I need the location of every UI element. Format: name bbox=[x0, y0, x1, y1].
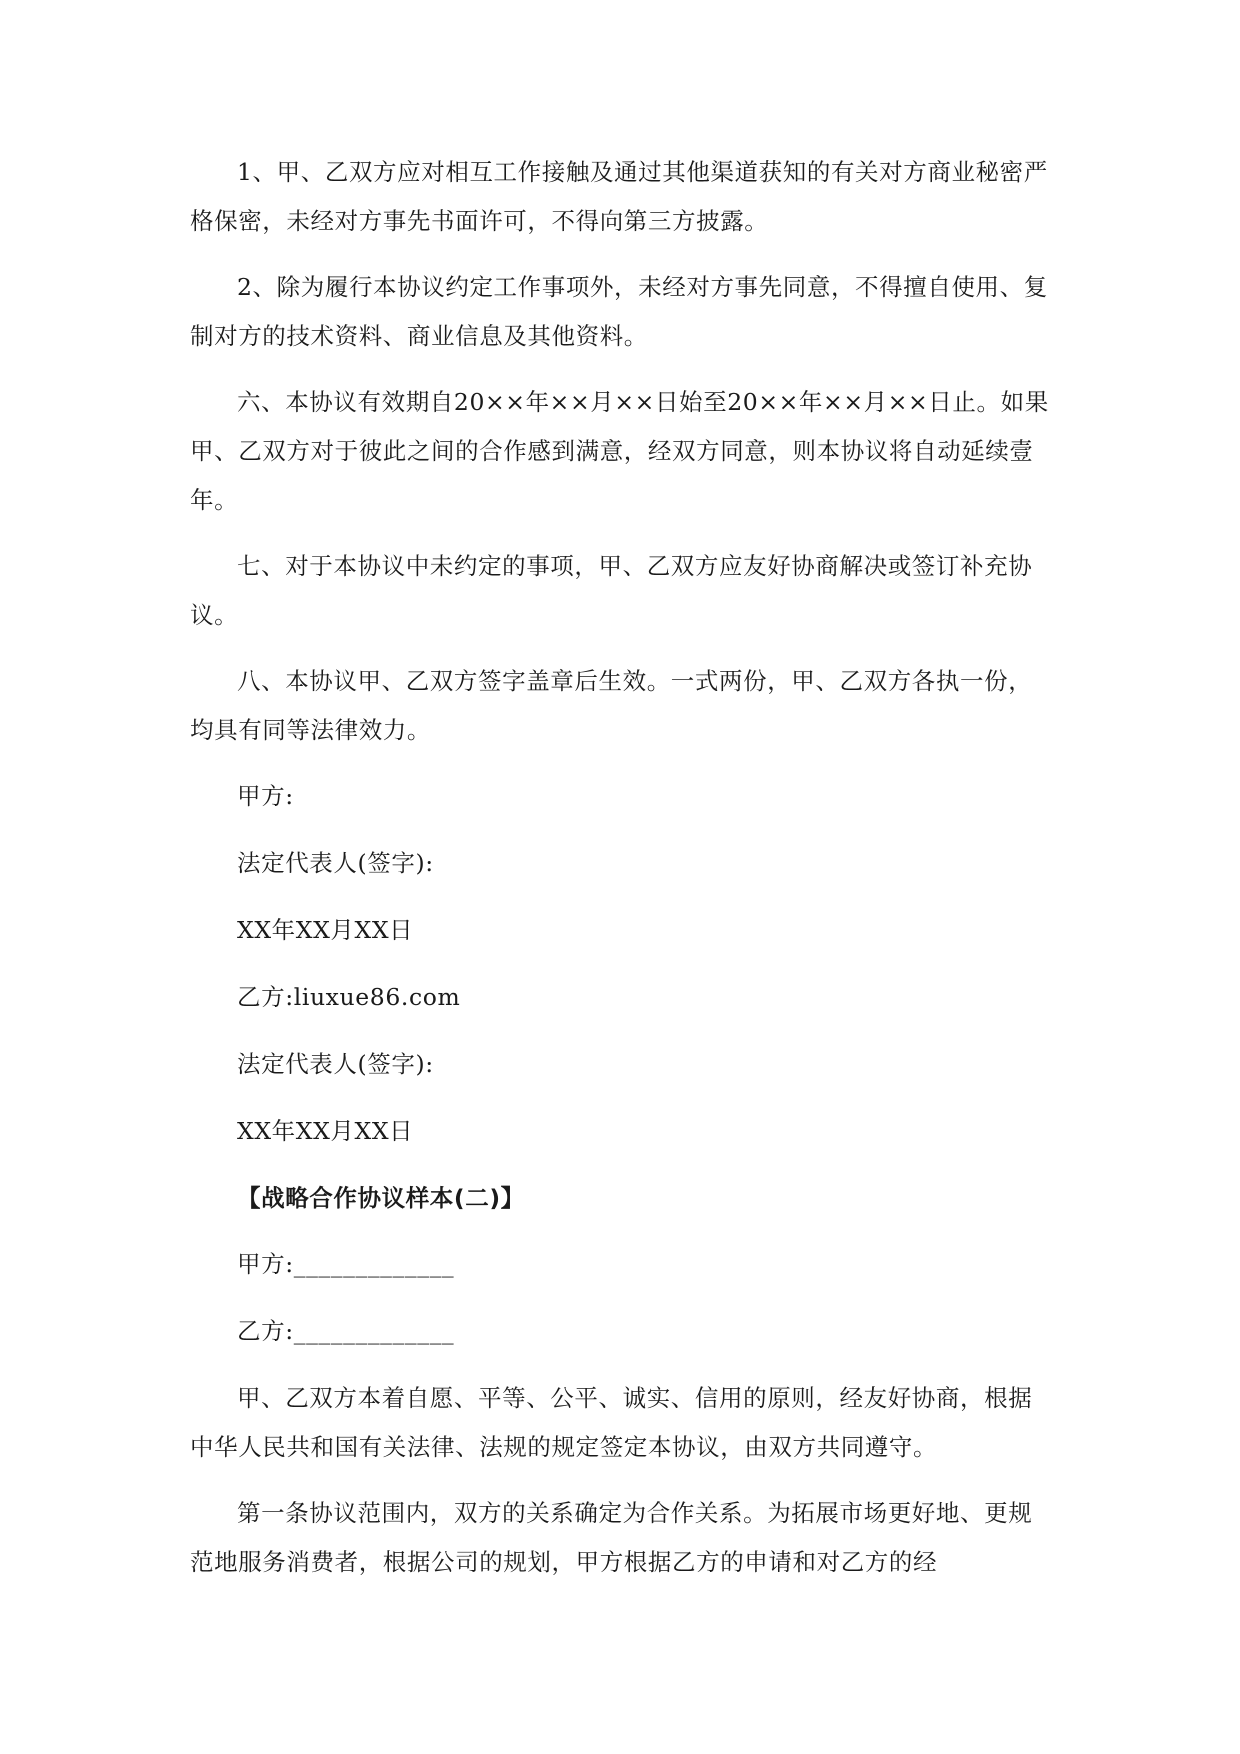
sample2-party-b: 乙方:_____________ bbox=[237, 1317, 455, 1345]
party-b-date: XX年XX月XX日 bbox=[237, 1117, 414, 1145]
document-page bbox=[190, 148, 1050, 1604]
sample2-intro: 甲、乙双方本着自愿、平等、公平、诚实、信用的原则，经友好协商，根据中华人民共和国有关法律、法规的规定签定本协议，由双方共同遵守。 bbox=[190, 1384, 1033, 1461]
party-b-label: 乙方:liuxue86.com bbox=[237, 983, 461, 1011]
clause-data-usage: 2、除为履行本协议约定工作事项外，未经对方事先同意，不得擅自使用、复制对方的技术资料、商业信息及其他资料。 bbox=[190, 273, 1048, 350]
party-a-label: 甲方: bbox=[237, 782, 294, 810]
clause-effectiveness: 八、本协议甲、乙双方签字盖章后生效。一式两份，甲、乙双方各执一份，均具有同等法律效力。 bbox=[190, 667, 1033, 744]
party-a-representative: 法定代表人(签字): bbox=[237, 849, 434, 877]
clause-unagreed-matters: 七、对于本协议中未约定的事项，甲、乙双方应友好协商解决或签订补充协议。 bbox=[190, 552, 1033, 629]
party-a-date: XX年XX月XX日 bbox=[237, 916, 414, 944]
clause-confidentiality: 1、甲、乙双方应对相互工作接触及通过其他渠道获知的有关对方商业秘密严格保密，未经对方事先书面许可，不得向第三方披露。 bbox=[190, 158, 1048, 235]
sample2-party-a: 甲方:_____________ bbox=[237, 1250, 455, 1278]
clause-validity-period: 六、本协议有效期自20××年××月××日始至20××年××月××日止。如果甲、乙双方对于彼此之间的合作感到满意，经双方同意，则本协议将自动延续壹年。 bbox=[190, 388, 1049, 514]
party-b-representative: 法定代表人(签字): bbox=[237, 1050, 434, 1078]
sample2-article-1: 第一条协议范围内，双方的关系确定为合作关系。为拓展市场更好地、更规范地服务消费者，根据公司的规划，甲方根据乙方的申请和对乙方的经 bbox=[190, 1499, 1033, 1576]
section-heading-sample-2: 【战略合作协议样本(二)】 bbox=[237, 1184, 525, 1212]
